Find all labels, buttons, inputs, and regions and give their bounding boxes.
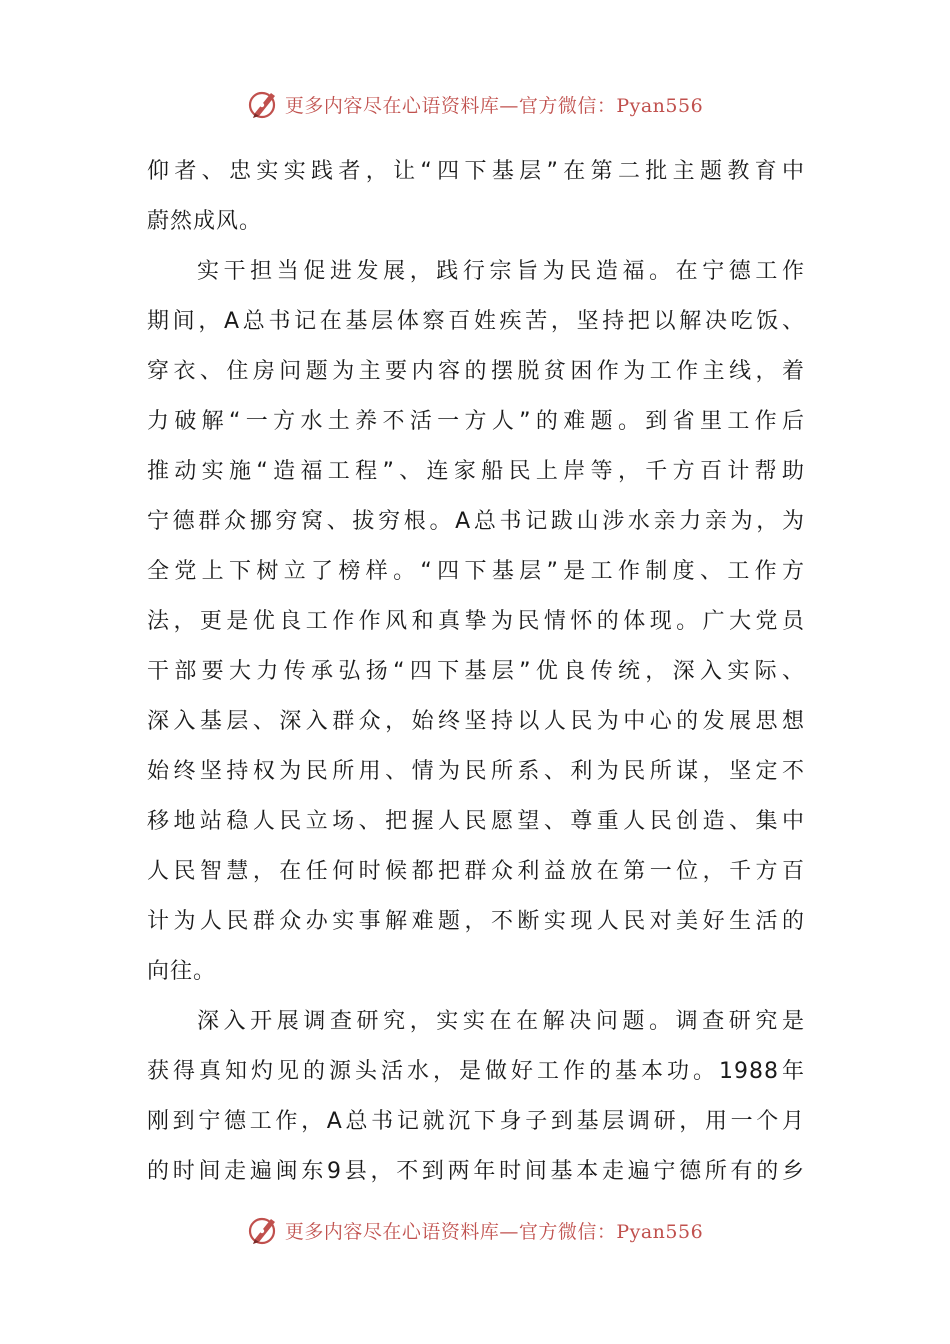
pen-circle-logo-icon — [247, 1213, 281, 1247]
text-line: 仰者、忠实实践者，让“四下基层”在第二批主题教育中 — [147, 159, 805, 184]
text-line: 力破解“一方水土养不活一方人”的难题。到省里工作后 — [147, 409, 805, 434]
header-banner-text: 更多内容尽在心语资料库—官方微信：Pyan556 — [284, 94, 704, 117]
text-line: 法，更是优良工作作风和真挚为民情怀的体现。广大党员 — [147, 609, 805, 634]
header-banner — [0, 84, 950, 124]
text-line: 深入基层、深入群众，始终坚持以人民为中心的发展思想 — [147, 709, 805, 734]
text-line: 全党上下树立了榜样。“四下基层”是工作制度、工作方 — [147, 559, 805, 584]
text-line: 人民智慧，在任何时候都把群众利益放在第一位，千方百 — [147, 859, 805, 884]
text-line: 宁德群众挪穷窝、拔穷根。A总书记跋山涉水亲力亲为，为 — [147, 509, 805, 534]
text-line: 的时间走遍闽东9县，不到两年时间基本走遍宁德所有的乡 — [147, 1159, 805, 1184]
text-line: 计为人民群众办实事解难题，不断实现人民对美好生活的 — [147, 909, 805, 934]
text-line: 获得真知灼见的源头活水，是做好工作的基本功。1988年 — [147, 1059, 805, 1084]
text-line: 始终坚持权为民所用、情为民所系、利为民所谋，坚定不 — [147, 759, 805, 784]
text-line: 推动实施“造福工程”、连家船民上岸等，千方百计帮助 — [147, 459, 805, 484]
footer-banner-text: 更多内容尽在心语资料库—官方微信：Pyan556 — [284, 1220, 704, 1243]
text-line: 向往。 — [147, 959, 217, 984]
text-line: 穿衣、住房问题为主要内容的摆脱贫困作为工作主线，着 — [147, 359, 805, 384]
text-line: 干部要大力传承弘扬“四下基层”优良传统，深入实际、 — [147, 659, 805, 684]
text-line: 蔚然成风。 — [147, 209, 263, 234]
document-body — [147, 147, 805, 1197]
pen-circle-logo-icon — [247, 87, 281, 121]
paragraph-start-line: 实干担当促进发展，践行宗旨为民造福。在宁德工作 — [197, 259, 805, 284]
text-line: 移地站稳人民立场、把握人民愿望、尊重人民创造、集中 — [147, 809, 805, 834]
footer-banner — [0, 1210, 950, 1250]
text-line: 期间，A总书记在基层体察百姓疾苦，坚持把以解决吃饭、 — [147, 309, 805, 334]
text-line: 刚到宁德工作，A总书记就沉下身子到基层调研，用一个月 — [147, 1109, 805, 1134]
paragraph-start-line: 深入开展调查研究，实实在在解决问题。调查研究是 — [197, 1009, 805, 1034]
